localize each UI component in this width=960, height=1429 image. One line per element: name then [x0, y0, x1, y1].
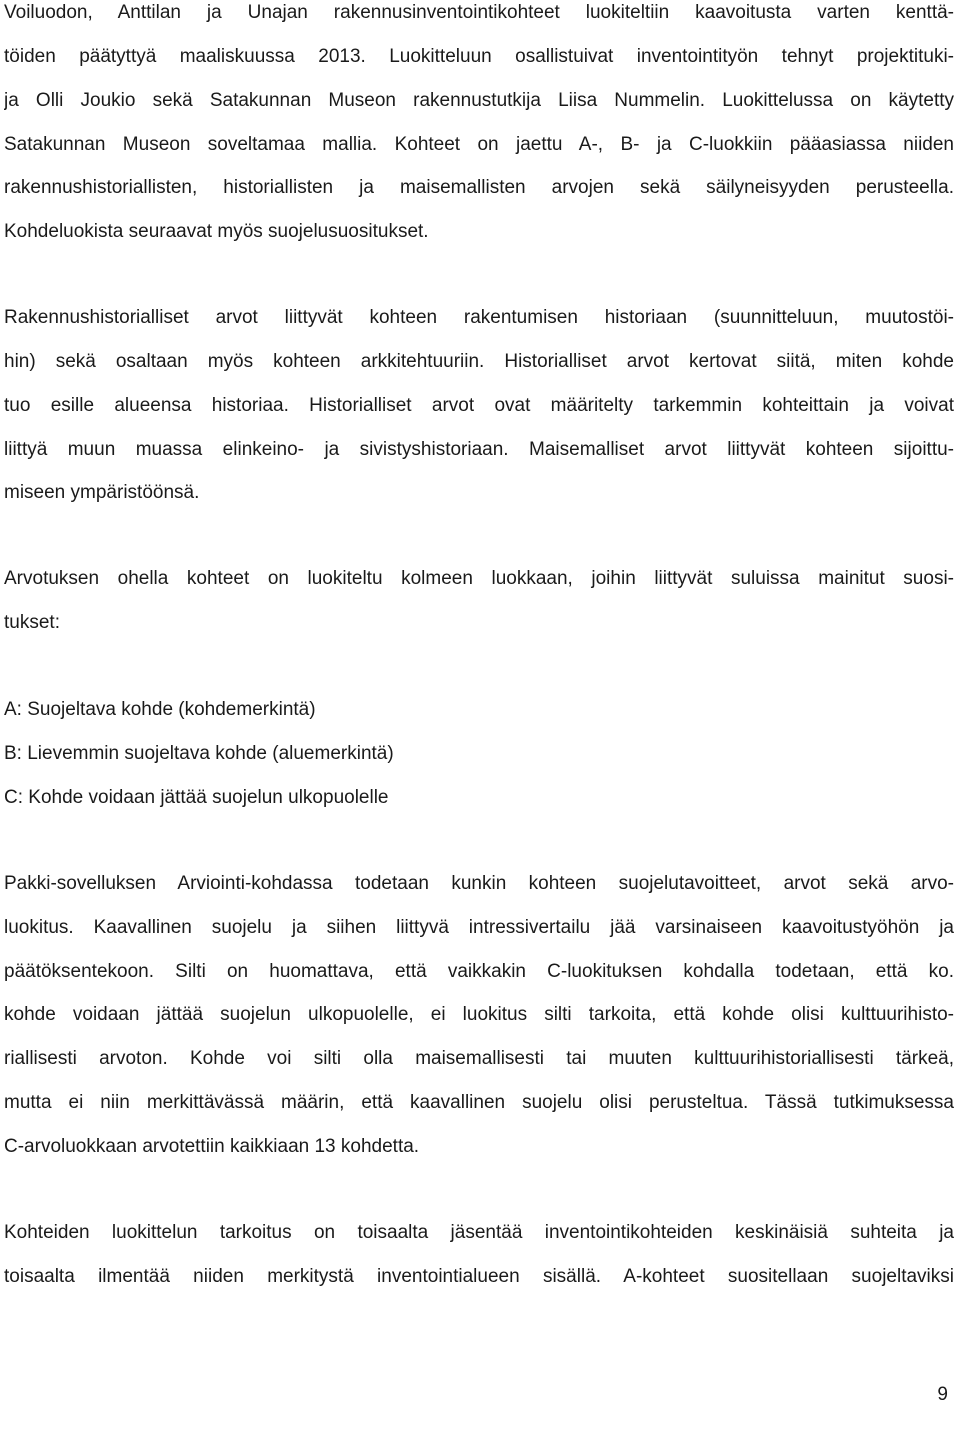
paragraph-2-line-1: Rakennushistorialliset arvot liittyvät kohteen rakentumisen historiaan (suunnitteluun, muutostöi- [4, 307, 954, 328]
paragraph-1-line-4: Satakunnan Museon soveltamaa mallia. Kohteet on jaettu A-, B- ja C-luokkiin pääasiassa niiden [4, 134, 954, 155]
paragraph-1-line-2: töiden päätyttyä maaliskuussa 2013. Luokitteluun osallistuivat inventointityön tehnyt projektituki- [4, 46, 954, 67]
class-a-item: A: Suojeltava kohde (kohdemerkintä) [4, 699, 316, 720]
paragraph-6-line-1: Kohteiden luokittelun tarkoitus on toisaalta jäsentää inventointikohteiden keskinäisiä suhteita ja [4, 1222, 954, 1243]
paragraph-3-line-2: tukset: [4, 612, 60, 633]
paragraph-5-line-7: C-arvoluokkaan arvotettiin kaikkiaan 13 kohdetta. [4, 1136, 420, 1157]
paragraph-2-line-5: miseen ympäristöönsä. [4, 482, 200, 503]
paragraph-5-line-1: Pakki-sovelluksen Arviointi-kohdassa todetaan kunkin kohteen suojelutavoitteet, arvot sekä arvo- [4, 873, 954, 894]
paragraph-6-line-2: toisaalta ilmentää niiden merkitystä inventointialueen sisällä. A-kohteet suositellaan suojeltaviksi [4, 1266, 954, 1287]
paragraph-1-line-5: rakennushistoriallisten, historiallisten ja maisemallisten arvojen sekä säilyneisyyden perusteella. [4, 177, 954, 198]
paragraph-5-line-3: päätöksentekoon. Silti on huomattava, että vaikkakin C-luokituksen kohdalla todetaan, että ko. [4, 961, 954, 982]
class-c-item: C: Kohde voidaan jättää suojelun ulkopuolelle [4, 787, 389, 808]
paragraph-1-line-3: ja Olli Joukio sekä Satakunnan Museon rakennustutkija Liisa Nummelin. Luokittelussa on käytetty [4, 90, 954, 111]
paragraph-1-line-1: Voiluodon, Anttilan ja Unajan rakennusinventointikohteet luokiteltiin kaavoitusta varten kenttä- [4, 2, 954, 23]
paragraph-2-line-4: liittyä muun muassa elinkeino- ja sivistyshistoriaan. Maisemalliset arvot liittyvät kohteen sijoittu- [4, 439, 954, 460]
paragraph-1-line-6: Kohdeluokista seuraavat myös suojelusuositukset. [4, 221, 429, 242]
paragraph-2-line-3: tuo esille alueensa historiaa. Historialliset arvot ovat määritelty tarkemmin kohteittain ja voivat [4, 395, 954, 416]
paragraph-2-line-2: hin) sekä osaltaan myös kohteen arkkitehtuuriin. Historialliset arvot kertovat siitä, miten kohde [4, 351, 954, 372]
paragraph-5-line-2: luokitus. Kaavallinen suojelu ja siihen liittyvä intressivertailu jää varsinaiseen kaavoitustyöhön ja [4, 917, 954, 938]
page-number: 9 [937, 1384, 948, 1405]
paragraph-5-line-5: riallisesti arvoton. Kohde voi silti olla maisemallisesti tai muuten kulttuurihistoriallisesti tärkeä, [4, 1048, 954, 1069]
class-b-item: B: Lievemmin suojeltava kohde (aluemerkintä) [4, 743, 394, 764]
paragraph-5-line-6: mutta ei niin merkittävässä määrin, että kaavallinen suojelu olisi perusteltua. Tässä tutkimuksessa [4, 1092, 954, 1113]
paragraph-3-line-1: Arvotuksen ohella kohteet on luokiteltu kolmeen luokkaan, joihin liittyvät suluissa mainitut suosi- [4, 568, 954, 589]
paragraph-5-line-4: kohde voidaan jättää suojelun ulkopuolelle, ei luokitus silti tarkoita, että kohde olisi kulttuurihisto- [4, 1004, 954, 1025]
